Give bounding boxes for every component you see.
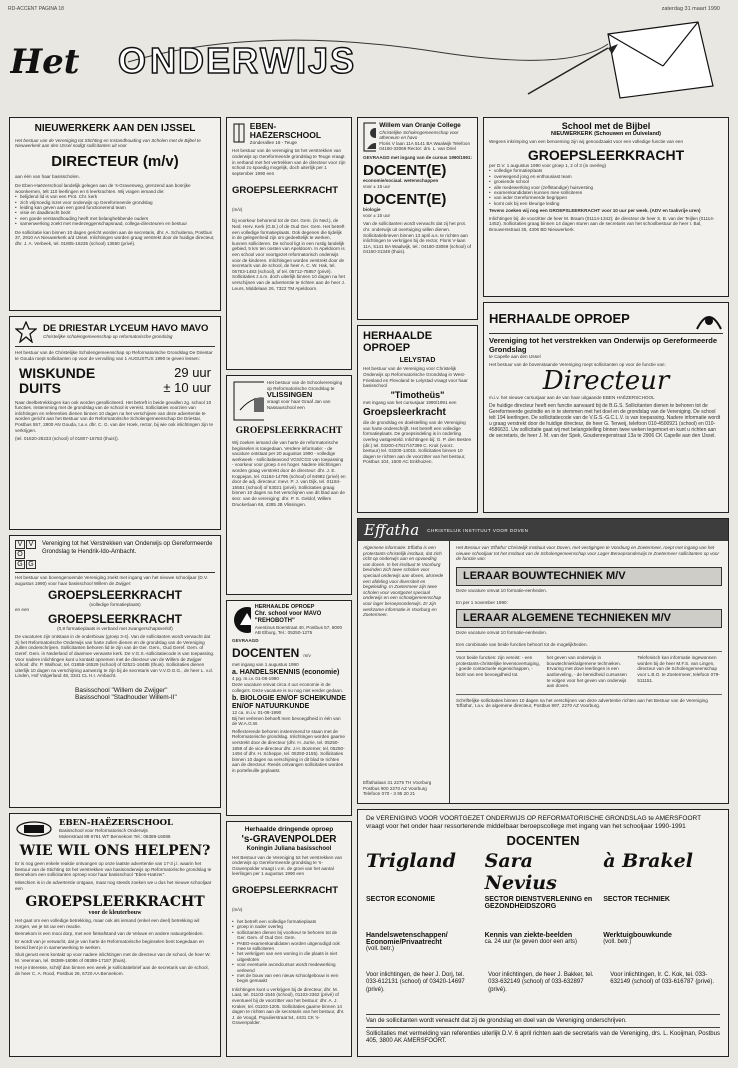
ad-header: [15, 540, 215, 569]
ad-requirement: Een combinatie van beide functies behoort tot de mogelijkheden.: [456, 641, 588, 647]
ad-body: bij voorkeur behorend tot de Ger. Gem. (in Ned.), de Ned. Herv. Kerk (G.B.) of de Oud Ger. Gem. Het betreft een volledige formatieplaats. Ook degenen die tijdelijk in de gelegenheid zijn om gedeeltelijk te werken, kunnen solliciteren. De school ligt in een rustig landelijk gebied, 5 km ten oosten van Apeldoorn. In Apeldoorn is een school voor voortgezet reformatorisch onderwijs voor de kinderen. Inlichtingen worden verstrekt door de secretaris van de school, de heer A. C. W. Hak, tel. 05763-1483 (school), of tel. 05712-75857 (privé). Sollicitaties z.s.m. doch uiterlijk binnen 10 dagen na het verschijnen van de advertentie te richten aan de heer J. Leurs, Middelaan 26, 7322 TM Apeldoorn.: [232, 218, 346, 291]
ad-role: DIRECTEUR (m/v): [51, 152, 179, 170]
ad-org: Vereniging tot het verstrekken van Onderwijs op Gereformeerde Grondslag: [489, 336, 717, 354]
ad-header: [232, 380, 346, 422]
position-title: Werktuigbouwkunde: [603, 931, 672, 939]
ad-role: Groepsleerkracht: [363, 406, 446, 418]
ad-driestar: [9, 316, 221, 530]
ad-paragraph: Het gaat om een volledige betrekking, maar ook als iemand (enkel een deel) betrekking wil zorgen, we je tot uw een reactie.: [15, 918, 200, 929]
ad-rehoboth: [226, 600, 352, 816]
ad-lelystad: [357, 325, 478, 513]
ad-role-sub: m.i.v. het nieuwe cursusjaar aan de van haar uitgaande EBEN HAËZERSCHOOL: [489, 395, 655, 401]
ad-note: met ingang van 1 augustus 1990: [232, 661, 299, 667]
ad-role-sub: (m/v): [232, 207, 243, 213]
list-item: • leiding kan geven aan een goed functionerend team: [15, 205, 215, 210]
ad-intro: Het Bestuur van de Vereniging tot het verstrekken van onderwijs op Gereformeerde grondslag te 's-Gravenpolder vraagt i.v.m. de groei van het aantal leerlingen per 1 augustus 1990 een: [232, 854, 343, 877]
ad-tagline: CHRISTELIJK INSTITUUT VOOR DOVEN: [427, 527, 529, 533]
ad-paragraph: Misschien is in de advertentie ontgaan, maar nog steeds zoeken we u dus het nieuwe schooljaar een: [15, 879, 212, 891]
ad-header: [232, 605, 346, 636]
ad-body: Naar deelbetrekkingen kan ook worden gesolliciteerd. Het betreft in beide gevallen zg. school 10 functies. Instemming met de grondslag van de school is vereist. Sollicitaties voorzien van inlichtingen en referenties dienen binnen 10 dagen na het verschijnen van deze advertentie te worden gericht aan het Bestuur van de Reformatorische Scholengemeenschap De Driestar, Postbus 557, 2800 AN Gouda, t.a.v. dhr. C. G. van der Hoek, rector, bij wie ook inlichtingen zijn te verkrijgen.: [15, 399, 214, 433]
ad-main: [450, 541, 728, 803]
school-name: Basisschool "Stadhouder Willem-II": [75, 693, 177, 701]
ad-school: Willem van Oranje College: [379, 122, 461, 129]
ad-school: "Timotheüs": [390, 389, 445, 400]
capelle-logo-icon: [695, 307, 723, 331]
ad-effatha: [357, 518, 729, 804]
rehoboth-logo-icon: [232, 605, 251, 635]
ad-label: GEVRAAGD: [232, 637, 259, 643]
banner-art: [8, 14, 730, 110]
ad-hours: voor ± 15 uur: [363, 183, 391, 189]
ad-role: GROEPSLEERKRACHT: [232, 884, 339, 896]
school-address: Molenstraat 88 6761 WT Bennekom Tel.: 08389-16086: [59, 833, 171, 839]
school-name: à Brakel: [603, 849, 693, 872]
logo-letter: O: [15, 550, 25, 559]
ad-connector: en een: [15, 607, 30, 613]
ad-title: EBEN-HAËZERSCHOOL: [249, 121, 322, 140]
list-item: • overwegend jong en enthousiast team: [489, 174, 723, 179]
ad-role-sub: (m/v): [232, 906, 243, 912]
ad-amersfoort: [357, 809, 729, 1057]
star-logo-icon: [15, 321, 37, 343]
banner-letter: I: [296, 42, 307, 80]
requirement-list: [489, 168, 723, 206]
ad-body: Inlichtingen bij: de voorzitter de heer M. Braam (01114-1342); de directeur de heer S. B. van der Teijlen (01114-1452). Sollicitaties graag binnen 14 dagen sturen aan de secretaris van het schoolbestuur de heer I. Bal, Brouwersstraat 35, 4306 BD Nieuwerkerk.: [489, 215, 715, 232]
position-detail: (voll. betr.): [366, 946, 395, 953]
ad-subtext: per D.V. 1 augustus 1990 voor groep 1, 2 of 3 (in overleg): [489, 162, 607, 168]
ad-intro: Het bestuur van de Vereniging tot Stichting en Instandhouding van Scholen met de Bijbel te Nieuwerkerk aan den IJssel nodigt sollicitanten uit voor: [15, 137, 201, 149]
contact-info: Voor inlichtingen, Ir. C. Kok, tel. 033-632149 (school) of 033-616787 (privé).: [610, 971, 714, 986]
ad-school-met-de-bijbel: [483, 117, 729, 297]
ad-role: GROEPSLEERKRACHT: [47, 588, 182, 603]
school-crest-icon: [232, 380, 264, 422]
ad-intro: Wegens inkrimping van een benoeming zijn wij genoodzaakt voor een volledige functie van een: [489, 139, 683, 145]
school-logo-icon: [15, 820, 53, 838]
ad-role: LERAAR ALGEMENE TECHNIEKEN M/V: [456, 609, 722, 629]
list-item: • zich vrijmoedig inzet voor onderwijs op Gereformeerde grondslag: [15, 200, 215, 205]
sidebar-info: Algemene informatie: Effatha is een protestants-christelijk instituut, dat zich richt op onderwijs aan en opvoeding van doven. In het instituut te Voorburg bevinden zich twee scholen voor speciaal onderwijs aan doven, alsmede een afdeling voor diversiteit en begeleiding. In Zoetermeer zijn twee scholen voor voortgezet speciaal onderwijs en een schoolgemeenschap voor lager beroepsonderwijs. Er zijn werkzame informatie in Voorburg en Zoetermeer.: [363, 545, 444, 618]
ad-subject: economie/sociaal. wetenschappen: [363, 178, 439, 184]
school-sub: Basisschool voor Reformatorisch Onderwijs: [59, 828, 148, 833]
ad-footer: Sollicitaties met vermelding van referenties uiterlijk D.V. 6 april richten aan de secretaris van de Vereniging, drs. L. Kooijman, Postbus 405, 3800 AK AMERSFOORT.: [366, 1027, 720, 1046]
portrait-logo-icon: [363, 122, 376, 152]
banner-letter: W: [260, 42, 295, 80]
ad-content: [358, 541, 728, 803]
school-name: Sara Nevius: [484, 849, 557, 894]
ad-body: Wij zoeken iemand die van harte de reformatorische beginselen is toegedaan. Verdere informatie: - de vacature ontstaat per 20 augustus 1990 - volledige werkweek - sollicitatieavond VGS/CGS van toepassing - voorkeur voor groep 4 en hoger. Nadere inlichtingen worden graag verstrekt door de directeur: dhr. J. E. Koppejan, tel. 01184-14795 (school) of 64982 (privé) en door de adj. directeur: mevr. P. J. van Dijk, tel. 01184-15551 (school) of 63021 (privé). Sollicitaties graag binnen 10 dagen na het verschijnen van dit blad aan de secr. van de vereniging: dhr. P. S. Geldof, Willem Druckerlaan 66, 4385 JB Vlissingen.: [232, 439, 346, 507]
list-item: • voor eventuele avondcursus wordt medewerking verleend: [232, 962, 346, 973]
subject-row: [15, 381, 215, 396]
ad-vacancy: Deze vacature omvat 10 formatie-eenheden.: [456, 588, 547, 594]
ad-place: VLISSINGEN: [266, 390, 313, 400]
requirement-list: [232, 919, 346, 984]
ad-paragraph: Bennekom is een mooi dorp, met een fietsafstand van de Veluwe en andere natuurgebieden.: [15, 931, 204, 937]
ad-role: GROEPSLEERKRACHT: [47, 611, 182, 626]
ad-header: [15, 818, 215, 839]
ad-vacancy: Deze vacature omvat 10 formatie-eenheden.: [456, 630, 547, 636]
list-item: • groeiende school: [489, 179, 723, 184]
sidebar-address: Effathalaan 31 2275 TH Voorburg Postbus 900 2270 AZ Voorburg Telefoon 070 - 3 95 20 21: [363, 780, 432, 797]
ad-body: Van de sollicitanten wordt verwacht dat zij het prot. chr. onderwijs uit overtuiging willen dienen. Sollicitatiebrieven binnen 13 april a.s. te richten aan inlichtingen te verkrijgen bij de rector, Floris V-laan 11A, 5141 BA Waalwijk, tel.: 04160-33069 (school) of 04160-31348 (thuis).: [363, 221, 472, 255]
ad-title: DE DRIESTAR LYCEUM HAVO MAVO: [43, 323, 209, 335]
subject-name: DUITS: [19, 379, 61, 396]
list-item: • sollicitanten dienen bij voorkeur te behoren tot de Ger. Gem. of Oud Ger. Gem.: [232, 930, 346, 941]
ad-role: GROEPSLEERKRACHT: [232, 185, 339, 197]
banner-script: Het: [10, 42, 80, 82]
logo-letter: V: [15, 540, 25, 549]
contact-row: [366, 972, 720, 1012]
ad-role: DOCENT(E): [363, 190, 447, 208]
ad-paragraph: Sluit gerust eens kontakt op voor nadere inlichtingen met de directeur van de school, de heer W. M. Veenman, tel. 08389-16086 of 08389-17187 (thuis).: [15, 952, 211, 963]
ad-address: Floris V laan 11A 5141 BA Waalwijk Telefoon 04160-33069 Rector: drs. L. van Driel: [379, 140, 471, 152]
ad-school: Koningin Juliana basisschool: [246, 845, 332, 852]
ad-header: [358, 519, 728, 541]
list-item: • PABO-examenkandidaten worden uitgenodigd ook mee te solliciteren: [232, 941, 346, 952]
ad-gravenpolder: [226, 821, 352, 1057]
list-item: • het betreft een volledige formatieplaats: [232, 919, 346, 924]
ad-header: [232, 122, 346, 145]
contact-info: Voor inlichtingen, de heer J. Dorj, tel. 033-612131 (school) of 03420-14697 (privé).: [366, 971, 465, 993]
ad-place: 's-GRAVENPOLDER: [241, 834, 337, 845]
ad-kicker: Herhaalde dringende oproep: [244, 826, 334, 833]
school-name: Trigland: [366, 849, 456, 872]
ad-title: Effatha: [364, 521, 420, 539]
banner-letter: S: [330, 42, 355, 80]
list-item: • een goede verstandhouding heeft met belanghebbende ouders: [15, 216, 215, 221]
ad-role: GROEPSLEERKRACHT: [527, 147, 685, 164]
ad-intro: Het bestuur van de Vereniging voor Christelijk Onderwijs op Reformatorische Grondslag in West-Friesland en Flevoland te Lelystad vraagt voor haar basisschool: [363, 366, 468, 389]
ad-sidebar: [358, 541, 450, 803]
ad-body: De huidige directeur heeft een functie aanvaard bij de B.G.S. Sollicitanten dienen te behoren tot de Gereformeerde gezindte en in te stemmen met het doel en de grondslag van de Vereniging. De school telt 194 leerlingen. De sollicitatiecode van de V.G.S.-G.C.L.V. is van toepassing. Nadere informatie wordt u graag verstrekt door de huidige directeur, de heer G. Terweij, telefoon 010-4500921 (school) en 010-4586631. Uw sollicitatie gaat wij met belangstelling binnen twee weken tegemoet en kunt u richten aan de secretaris, de heer J. M. van der Spek, Goudenregenstraat 13a te 2906 CK Capelle aan den IJssel.: [489, 402, 721, 439]
ad-paragraph: Er wordt van je verwacht, dat je van harte de Reformatorische beginselen bent toegedaan en bereid bent je in samenwerking te werken.: [15, 938, 204, 950]
ad-place: te Capelle aan den IJssel: [489, 354, 541, 359]
ad-role: DOCENTEN: [232, 645, 300, 660]
ad-role: GROEPSLEERKRACHT: [235, 426, 343, 436]
ad-column: Telefonisch kan informatie ingewonnen worden bij de heer M.F.S. van Lingen, directeur van de Scholengemeenschap voor L.B.O. te Zoetermeer, telefoon 079-511151.: [637, 655, 720, 683]
subject-row: [15, 366, 215, 381]
ad-role: GROEPSLEERKRACHT: [25, 894, 205, 911]
ad-intro: Het bestuur van de vereniging tot het verstrekken van onderwijs op Gereformeerde grondslag te Teuge vraagt in verband met het vertrekken van de directeur voor zijn school zo spoedig mogelijk, doch uiterlijk per 1 september 1990 een: [232, 148, 346, 176]
list-item: • belijdend lid is van een Prot. Chr. kerk: [15, 194, 215, 199]
position-detail: ca. 24 uur (te geven door een arts): [484, 938, 577, 945]
subject-text: Deze vacature omvat circa 4 uur economie in de collega's. Deze vacature is nu nog niet eerder gedaan.: [232, 682, 343, 693]
ad-intro: Het bestuur van bovengenoemde Vereniging zoekt met ingang van het nieuwe schooljaar (D.V. augustus 1990) voor haar basisschool Willem de Zwijger:: [15, 572, 215, 586]
ad-role: DOCENTEN: [506, 833, 580, 848]
ad-title: HERHAALDE OPROEP: [489, 311, 630, 327]
ad-willem-van-oranje: [357, 117, 478, 320]
banner-letter: D: [178, 42, 205, 80]
ad-header: [489, 307, 723, 334]
requirement-list: [15, 194, 215, 226]
school-names: [366, 850, 720, 894]
logo-letter: G: [26, 560, 36, 569]
list-item: • het verkrijgen van een woning in die plaats is niet uitgesloten: [232, 951, 346, 962]
banner-letters: [118, 42, 354, 80]
list-item: • samenwerking zoekt met medezeggenschapsraad, collega-directeuren en bestuur: [15, 221, 215, 226]
ad-subtitle: Zonderallee 18 - Teuge: [249, 139, 297, 145]
ad-vlissingen: [226, 375, 352, 595]
banner-letter: O: [118, 42, 149, 80]
ad-role-sub: (volledige formatieplaats): [89, 601, 141, 607]
ad-subtitle: Christelijke scholengemeenschap op reformatorische grondslag: [43, 334, 173, 340]
ad-role-sub: m/v: [303, 652, 311, 658]
subject-heading: a. HANDELSKENNIS (economie): [232, 669, 340, 677]
ad-footer: De sollicitatie kan binnen 10 dagen gericht worden aan de secretaris, dhr. A. Schuitema, Postbus 37, 2910 AA Nieuwerkerk a/d IJssel. Inlichtingen worden graag verstrekt door de huidige directeur, dhr. J. A. Verbeek, tel. 01805-16235 (school) 13650 (privé).: [15, 229, 215, 246]
sector-heading: SECTOR DIENSTVERLENING en GEZONDHEIDSZORG: [484, 895, 593, 910]
ad-role-sub: (0,8 formatieplaats in verband met zwangerschapsverlof): [57, 625, 173, 631]
ad-address: Aventinus Boerstraat 40, Postbus 57, 8000 AB Elburg, Tel.: 05250-1275: [254, 624, 343, 636]
position-title: Kennis van ziekte-beelden: [484, 931, 573, 939]
logo-letter: V: [26, 540, 36, 549]
list-item: • alle medewerking voor (zelfstandige) huisvesting: [489, 185, 723, 190]
subject-name: WISKUNDE: [19, 365, 96, 382]
vvogg-logo: [15, 540, 36, 569]
ad-role: DOCENT(E): [363, 161, 447, 179]
list-item: • komt ook bij een kleurige leiding: [489, 201, 723, 206]
ad-date: En per 1 november 1990:: [456, 599, 508, 605]
ad-column: Voor beide functies: zijn vereist: - een protestants-christelijke levensovertuiging, - goede contactuele eigenschappen, - bezit van een bevoegdheid tot.: [456, 655, 541, 678]
ad-second-role: Tevens zoeken wij nog een GROEPSLEERKRACHT voor 10 uur per week. (ADV en taakvrije uren): [489, 208, 701, 214]
ad-intro: Het bestuur van de Christelijke Scholengemeenschap op Reformatorische Grondslag De Driestar te Gouda roept sollicitanten op voor de vervulling van 1 AUGUSTUS 1990 te geven lessen:: [15, 350, 213, 361]
ad-question: WIE WIL ONS HELPEN?: [19, 843, 211, 860]
ad-subtitle: Christelijke Scholengemeenschap voor atheneum en havo: [379, 129, 459, 141]
ad-school: Chr. school voor MAVO "REHOBOTH": [254, 610, 322, 624]
ad-subject: biologie: [363, 207, 381, 213]
ad-footer: Schriftelijke sollicitaties binnen 10 dagen na het verschijnen van deze advertentie richten aan het Bestuur van de Vereniging 'Effatha', t.a.v. de algemene directeur, Postbus 997, 2270 AZ Voorburg.: [456, 694, 722, 709]
ad-text: met ingang van het cursusjaar 1990/1991 een: [363, 400, 457, 406]
banner-letter: J: [308, 42, 329, 80]
ad-role: Directeur: [542, 366, 670, 397]
subject-hours: 4 pg. m.i.v. 01-08-1990: [232, 676, 279, 682]
page-date: zaterdag 31 maart 1990: [661, 6, 720, 12]
list-item: • van ieder Gereformeerde begrippen: [489, 195, 723, 200]
logo-letter: G: [15, 560, 25, 569]
ad-intro: Het Bestuur van 'Effatha' Christelijk Instituut voor Doven, met vestigingen te Voorburg en Zoetermeer, roept met ingang van het nieuwe schooljaar tot het Instituut van de Scholengemeenschap voor Lager Beroepsonderwijs te Zoetermeer sollicitanten op voor de functie van:: [456, 545, 720, 562]
ad-kicker: HERHAALDE OPROEP: [254, 604, 315, 610]
subject-hours: 29 uur: [174, 365, 211, 381]
ad-body: De vacatures zijn ontstaan in de onderbouw (groep 3-4). Van de sollicitanten wordt verwacht dat zij het Reformatorische Onderwijs van harte zullen dienen en de grondslag van de Vereniging zullen onderschrijven. Sollicitanten behoren lid te zijn van de Ger. Gem., Oud Geref. Gem. of Geref. Gem. in Nederland of daarmee verwante kerk. De V.G.S.-sollicitatiecode is van toepassing. Voor nadere inlichtingen kunt u kontakt opnemen met de directeur van de Willem de Zwijger school: dhr. P. Walhout, tel. 01858-16529 (school) of 02521-16485 (thuis). Sollicitaties dienen uiterlijk 10 dagen na verschijning aanwezig te zijn bij de secretaris van V.V.O.G.G., de heer L. v.d. Linden, Hof Volgerland 48, 3341 CL H.I. Ambacht.: [15, 634, 215, 679]
ad-body: Inlichtingen kunt u verkrijgen bij de directeur, dhr. M. Laat, tel. 01103-1546 (school), 01103-2362 (privé) of eventueel bij de voorzitter van het bestuur: dhr. A. J. Kraker, tel. 01103-1205. Sollicitaties gaarne binnen 14 dagen te richten aan de secretaris van het bestuur, dhr. J. de Voogd, Populierstraat 54, 4431 CK 's-Gravenpolder.: [232, 986, 345, 1026]
ad-capelle: [483, 302, 729, 513]
ad-org: Vereniging tot het Verstrekken van Onderwijs op Gereformeerde Grondslag te Hendrik-Ido-Ambacht.: [42, 541, 213, 555]
ad-title: NIEUWERKERK AAN DEN IJSSEL: [34, 123, 196, 134]
ad-nieuwerkerk-ijssel: [9, 117, 221, 311]
ad-paragraph: Het je interesse, schrijf dan binnen een week je sollicitatiebrief aan de secretaris van de school, de heer C. A. Rood, Postbus 26, 6720 AA Bennekom.: [15, 965, 209, 976]
ad-intro: GEVRAAGD met ingang van de cursus 1990/1991:: [363, 155, 473, 160]
ad-body: De Eben-Haëzerschool landelijk gelegen aan de 's-Gravenweg, grenzend aan bosrijke woonkernen, telt 110 leerlingen en 6 leerkrachten. Wij vragen iemand die:: [15, 183, 191, 194]
ad-phone: (tel. 01820-28233 (school) of 01807-16783 (thuis)).: [15, 436, 119, 442]
ad-note: Van de sollicitanten wordt verwacht dat zij de grondslag en doel van de Vereniging onderschrijven.: [366, 1014, 720, 1024]
school-name: EBEN-HAËZERSCHOOL: [59, 818, 174, 828]
position-detail: (voll. betr.): [603, 938, 632, 945]
ad-teuge: [226, 117, 352, 370]
sector-heading: SECTOR ECONOMIE: [366, 895, 436, 903]
ad-intro: Het bestuur van de Schoolvereniging op Reformatorische Grondslag te: [266, 380, 343, 391]
page-label: RD-ACCENT PAGINA 18: [8, 6, 64, 12]
list-item: • volledige formatieplaats: [489, 168, 723, 173]
ad-role: LERAAR BOUWTECHNIEK M/V: [456, 567, 722, 587]
ad-subtext: aan één van haar basisscholen.: [15, 174, 80, 180]
section-banner: [8, 14, 730, 110]
ad-place: LELYSTAD: [399, 357, 436, 364]
pillar-logo-icon: [232, 122, 246, 144]
list-item: • met de bouw van een nieuw schoolgebouw is een begin gemaakt: [232, 973, 346, 984]
contact-info: Voor inlichtingen, de heer J. Bakker, tel. 033-632149 (school) of 033-632897 (privé).: [488, 971, 594, 993]
ad-intro: Het bestuur van de bovenstaande Vereniging roept sollicitanten op voor de functie van:: [489, 361, 666, 367]
banner-letter: E: [206, 42, 231, 80]
subject-hours: 12 ca. m.i.v. 01-08-1990: [232, 709, 282, 715]
ad-columns: [456, 651, 722, 689]
ad-bennekom: [9, 813, 221, 1057]
ad-title: School met de Bijbel: [561, 121, 651, 131]
ad-body: Reflecterende behoren instemmend te staan met de Reformatorische grondslag. Inlichtingen worden gaarne verstrekt door de directeur (dhr. H. Jurrie, tel. 05250-1859 of de vice-directeur dhr. J.H. Bozemer, tel. 05250-1494 of dhr. H. Scheppe, tel. 05250-2155). Sollicitaties binnen 10 dagen na verschijning in dit blad te richten aan de directeur. Reeds ontvangen sollicitaties worden in portefeuille geplaatst.: [232, 728, 345, 773]
list-item: • visie en daadkracht bezit: [15, 210, 215, 215]
school-name: Basisschool "Willem de Zwijger": [75, 686, 168, 694]
ad-hendrik-ido-ambacht: [9, 535, 221, 808]
subject-hours: ± 10 uur: [163, 379, 211, 395]
ad-title: HERHAALDE OPROEP: [363, 330, 433, 354]
ad-header: [15, 321, 215, 347]
subject-heading: b. BIOLOGIE EN/OF SCHEIKUNDE EN/OF NATUURKUNDE: [232, 695, 346, 710]
banner-letter: R: [232, 42, 259, 80]
ad-text: vraagt voor haar Graaf Jan van Nassauschool een: [266, 399, 331, 410]
subject-text: Bij het verlenen behoeft men bevoegdheid in één van de W.A.G.W.: [232, 715, 341, 727]
ad-place: NIEUWERKERK (Schouwen en Duiveland): [550, 131, 661, 138]
list-item: • examenkandidaten kunnen mee solliciteren: [489, 190, 723, 195]
banner-letter: N: [150, 42, 177, 80]
ad-header: [363, 122, 472, 152]
position-row: [366, 932, 720, 968]
list-item: • groep in nader overleg: [232, 924, 346, 929]
ad-role-sub: voor de kleuterbouw: [88, 910, 142, 917]
ad-body: die de grondslag en doelstelling van de Vereniging van harte onderschrijft. Het betreft een volledige formatieplaats. De groepsindeling is in onderling overleg vastgesteld. Inlichtingen bij: G. P. den Besten (dir.) tel. 03200-47817/47399 C. Kruit (voorz. bestuur) tel. 03200-14015. Sollicitaties binnen 10 dagen te richten aan de voorzitter van het bestuur, Postbus 104, 1600 AC Enkhuizen.: [363, 420, 472, 465]
sector-row: [366, 896, 720, 930]
position-title: Handelswetenschappen/ Economie/Privaatrecht: [366, 931, 448, 946]
ad-hours: voor ± 15 uur: [363, 212, 391, 218]
ad-intro: De VERENIGING VOOR VOORTGEZET ONDERWIJS OP REFORMATORISCHE GRONDSLAG te AMERSFOORT vraagt voor het onder haar ressorterende middelbaar beroepscollege met ingang van het schooljaar 1990-1991: [366, 815, 701, 830]
ad-paragraph: Er is nog geen enkele reaktie ontvangen op onze laatste advertentie van 17-3 j.l. waarin het bestuur van de Stichting tot het verstrekken van basisonderwijs op Reformatorische grondslag te Bennekom een sollicitanten oproep voor haar basisschool "Eben-Haëzer".: [15, 861, 212, 878]
sector-heading: SECTOR TECHNIEK: [603, 895, 670, 903]
ad-column: het geven van onderwijs in bouwtechniek/algemene technieken. Ervaring met dove leerlingen is een aanbeveling, - de bereidheid cursussen te volgen voor het geven van onderwijs aan doven.: [546, 655, 627, 689]
